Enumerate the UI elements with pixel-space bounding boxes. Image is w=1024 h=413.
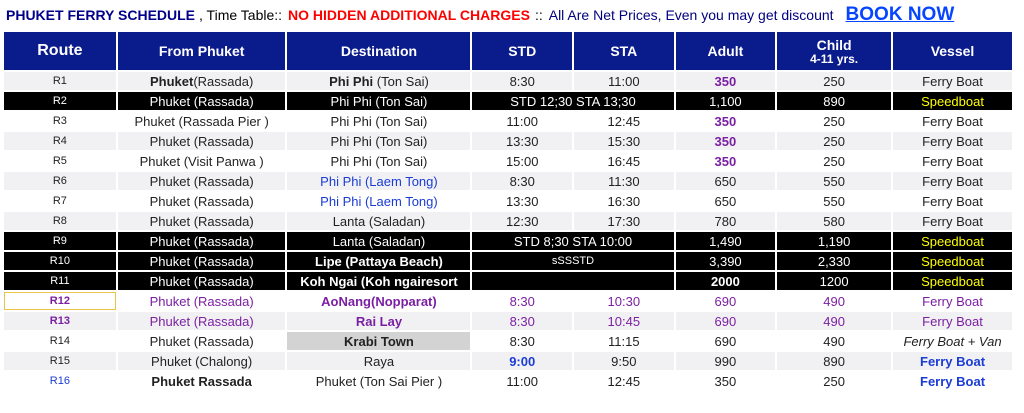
std-cell: 15:00 — [472, 152, 572, 170]
adult-price: 780 — [676, 212, 776, 230]
vessel-cell: Ferry Boat — [893, 172, 1012, 190]
std-cell: 8:30 — [472, 172, 572, 190]
child-price: 2,330 — [777, 252, 891, 270]
from-cell: Phuket (Rassada) — [118, 192, 286, 210]
vessel-cell: Speedboat — [893, 252, 1012, 270]
col-child-label: Child — [816, 37, 852, 53]
sta-cell: 9:50 — [574, 352, 674, 370]
col-route: Route — [4, 32, 116, 70]
table-row — [4, 232, 1012, 250]
std-sta-cell — [472, 272, 673, 290]
from-cell: Phuket (Rassada) — [118, 292, 286, 310]
destination-cell: Lipe (Pattaya Beach) — [287, 252, 470, 270]
vessel-cell: Ferry Boat — [893, 132, 1012, 150]
destination-cell: AoNang(Nopparat) — [287, 292, 470, 310]
route-id: R13 — [4, 312, 116, 330]
adult-price: 650 — [676, 172, 776, 190]
adult-price: 690 — [676, 292, 776, 310]
child-price: 250 — [777, 152, 891, 170]
std-cell: 8:30 — [472, 312, 572, 330]
table-row — [4, 292, 1012, 310]
route-id: R4 — [4, 132, 116, 150]
route-id: R11 — [4, 272, 116, 290]
std-cell: 8:30 — [472, 332, 572, 350]
route-id: R3 — [4, 112, 116, 130]
child-price: 250 — [777, 72, 891, 90]
vessel-cell: Ferry Boat — [893, 112, 1012, 130]
destination-cell: Phi Phi (Ton Sai) — [287, 132, 470, 150]
sta-cell: 10:30 — [574, 292, 674, 310]
from-cell: Phuket (Rassada) — [118, 272, 286, 290]
table-row — [4, 72, 1012, 90]
route-id: R7 — [4, 192, 116, 210]
dest-rest: (Ton Sai) — [373, 73, 429, 89]
child-price: 250 — [777, 372, 891, 390]
col-child — [777, 32, 891, 70]
route-id: R8 — [4, 212, 116, 230]
sta-cell: 11:15 — [574, 332, 674, 350]
table-row — [4, 352, 1012, 370]
adult-price: 650 — [676, 192, 776, 210]
child-price: 550 — [777, 192, 891, 210]
destination-cell: Lanta (Saladan) — [287, 212, 470, 230]
table-row — [4, 132, 1012, 150]
destination-cell — [287, 72, 470, 90]
destination-cell: Rai Lay — [287, 312, 470, 330]
sta-cell: 12:45 — [574, 112, 674, 130]
destination-cell: Phi Phi (Ton Sai) — [287, 152, 470, 170]
destination-cell: Lanta (Saladan) — [287, 232, 470, 250]
schedule-table — [2, 30, 1014, 392]
child-price: 890 — [777, 92, 891, 110]
adult-price: 350 — [676, 112, 776, 130]
destination-cell: Koh Ngai (Koh ngairesort — [287, 272, 470, 290]
from-cell: Phuket (Visit Panwa ) — [118, 152, 286, 170]
header-separator: , Time Table:: — [199, 7, 283, 23]
table-row — [4, 112, 1012, 130]
destination-cell: Phuket (Ton Sai Pier ) — [287, 372, 470, 390]
vessel-cell: Ferry Boat — [893, 192, 1012, 210]
from-rest: (Rassada) — [193, 73, 254, 89]
std-cell: 9:00 — [472, 352, 572, 370]
col-child-age: 4-11 yrs. — [810, 52, 859, 66]
vessel-cell: Speedboat — [893, 232, 1012, 250]
route-id: R10 — [4, 252, 116, 270]
route-id: R6 — [4, 172, 116, 190]
col-vessel: Vessel — [893, 32, 1012, 70]
destination-cell: Phi Phi (Laem Tong) — [287, 172, 470, 190]
vessel-cell: Ferry Boat — [893, 292, 1012, 310]
child-price: 1,190 — [777, 232, 891, 250]
child-price: 890 — [777, 352, 891, 370]
table-row — [4, 172, 1012, 190]
vessel-cell: Speedboat — [893, 92, 1012, 110]
adult-price: 1,490 — [676, 232, 776, 250]
table-row — [4, 372, 1012, 390]
sta-cell: 16:45 — [574, 152, 674, 170]
page-header — [0, 0, 1024, 30]
col-destination: Destination — [287, 32, 470, 70]
header-separator-2: :: — [534, 7, 543, 23]
table-header-row — [4, 32, 1012, 70]
adult-price: 990 — [676, 352, 776, 370]
from-cell: Phuket (Rassada) — [118, 92, 286, 110]
table-row — [4, 312, 1012, 330]
from-cell: Phuket (Rassada) — [118, 252, 286, 270]
table-row — [4, 272, 1012, 290]
child-price: 580 — [777, 212, 891, 230]
vessel-cell: Speedboat — [893, 272, 1012, 290]
table-row — [4, 212, 1012, 230]
sta-cell: 16:30 — [574, 192, 674, 210]
route-id: R5 — [4, 152, 116, 170]
std-cell: 8:30 — [472, 292, 572, 310]
route-id: R2 — [4, 92, 116, 110]
destination-cell: Raya — [287, 352, 470, 370]
std-sta-cell: STD 12;30 STA 13;30 — [472, 92, 673, 110]
destination-cell: Phi Phi (Ton Sai) — [287, 92, 470, 110]
std-sta-cell: sSSSTD — [472, 252, 673, 270]
destination-cell: Phi Phi (Ton Sai) — [287, 112, 470, 130]
adult-price: 350 — [676, 372, 776, 390]
adult-price: 1,100 — [676, 92, 776, 110]
table-row — [4, 252, 1012, 270]
table-row — [4, 152, 1012, 170]
std-cell: 12:30 — [472, 212, 572, 230]
table-row — [4, 192, 1012, 210]
adult-price: 2000 — [676, 272, 776, 290]
route-id: R1 — [4, 72, 116, 90]
sta-cell: 11:30 — [574, 172, 674, 190]
route-id: R16 — [4, 372, 116, 390]
from-cell: Phuket Rassada — [118, 372, 286, 390]
adult-price: 690 — [676, 312, 776, 330]
std-cell: 11:00 — [472, 372, 572, 390]
std-cell: 13:30 — [472, 192, 572, 210]
child-price: 490 — [777, 312, 891, 330]
adult-price: 690 — [676, 332, 776, 350]
from-cell — [118, 72, 286, 90]
adult-price: 350 — [676, 132, 776, 150]
std-cell: 11:00 — [472, 112, 572, 130]
net-prices-note: All Are Net Prices, Even you may get discount — [548, 7, 834, 23]
from-cell: Phuket (Rassada) — [118, 232, 286, 250]
route-id: R9 — [4, 232, 116, 250]
vessel-cell: Ferry Boat — [893, 212, 1012, 230]
child-price: 490 — [777, 292, 891, 310]
no-charges-notice: NO HIDDEN ADDITIONAL CHARGES — [288, 7, 530, 23]
from-cell: Phuket (Rassada) — [118, 332, 286, 350]
from-cell: Phuket (Rassada Pier ) — [118, 112, 286, 130]
from-cell: Phuket (Chalong) — [118, 352, 286, 370]
adult-price: 3,390 — [676, 252, 776, 270]
table-row — [4, 92, 1012, 110]
std-sta-cell: STD 8;30 STA 10:00 — [472, 232, 673, 250]
destination-cell: Phi Phi (Laem Tong) — [287, 192, 470, 210]
child-price: 250 — [777, 112, 891, 130]
from-cell: Phuket (Rassada) — [118, 212, 286, 230]
vessel-cell: Ferry Boat — [893, 152, 1012, 170]
dest-bold: Phi Phi — [329, 73, 374, 89]
from-bold: Phuket — [149, 73, 194, 89]
from-cell: Phuket (Rassada) — [118, 312, 286, 330]
child-price: 550 — [777, 172, 891, 190]
route-id: R14 — [4, 332, 116, 350]
route-id: R12 — [4, 292, 116, 310]
page-title: PHUKET FERRY SCHEDULE — [6, 7, 196, 23]
col-sta: STA — [574, 32, 674, 70]
child-price: 250 — [777, 132, 891, 150]
destination-cell: Krabi Town — [287, 332, 470, 350]
vessel-cell: Ferry Boat — [893, 72, 1012, 90]
std-cell: 13:30 — [472, 132, 572, 150]
vessel-cell: Ferry Boat — [893, 312, 1012, 330]
sta-cell: 11:00 — [574, 72, 674, 90]
col-adult: Adult — [676, 32, 776, 70]
book-now-link[interactable]: BOOK NOW — [845, 4, 955, 25]
col-std: STD — [472, 32, 572, 70]
sta-cell: 17:30 — [574, 212, 674, 230]
adult-price: 350 — [676, 72, 776, 90]
from-cell: Phuket (Rassada) — [118, 172, 286, 190]
sta-cell: 12:45 — [574, 372, 674, 390]
adult-price: 350 — [676, 152, 776, 170]
vessel-cell: Ferry Boat — [893, 372, 1012, 390]
std-cell: 8:30 — [472, 72, 572, 90]
vessel-cell: Ferry Boat — [893, 352, 1012, 370]
table-row — [4, 332, 1012, 350]
vessel-cell: Ferry Boat + Van — [893, 332, 1012, 350]
sta-cell: 15:30 — [574, 132, 674, 150]
col-from: From Phuket — [118, 32, 286, 70]
sta-cell: 10:45 — [574, 312, 674, 330]
route-id: R15 — [4, 352, 116, 370]
child-price: 1200 — [777, 272, 891, 290]
child-price: 490 — [777, 332, 891, 350]
from-cell: Phuket (Rassada) — [118, 132, 286, 150]
